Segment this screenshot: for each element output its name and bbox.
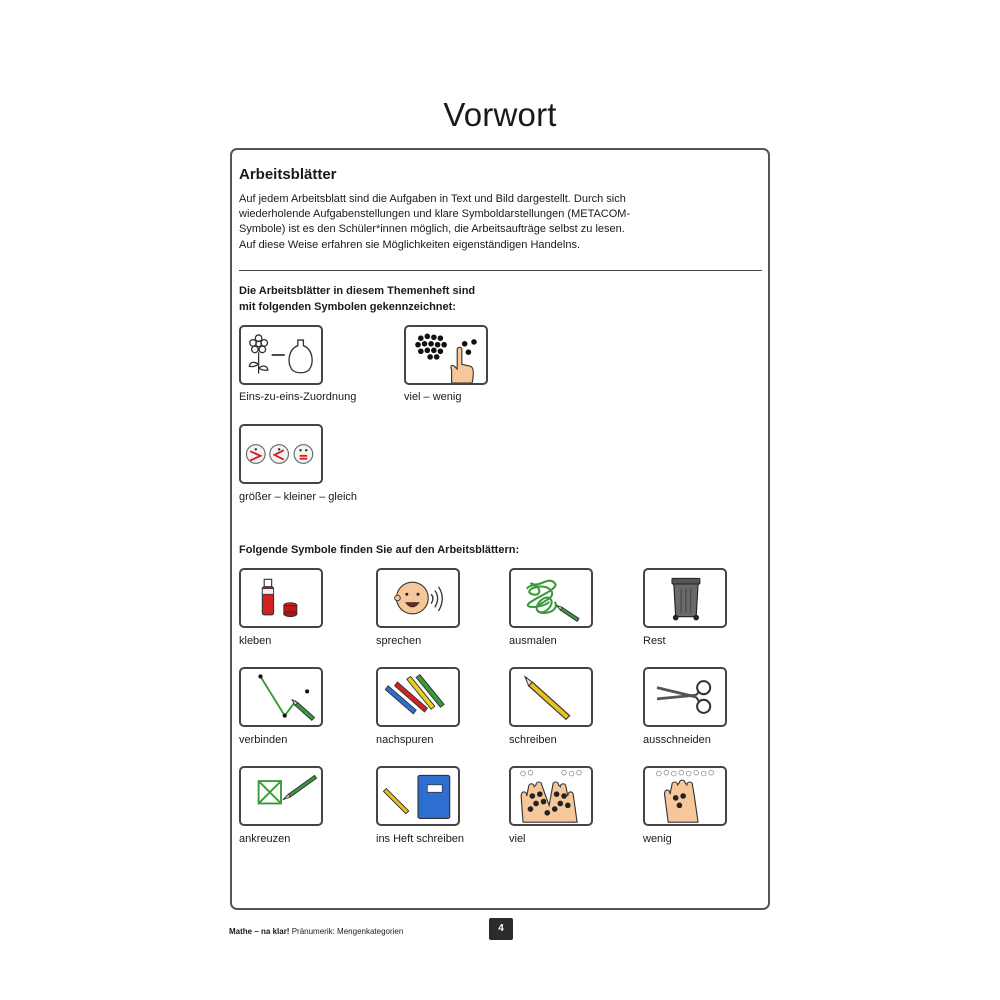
few-in-hand-icon [643, 766, 727, 826]
intro-line: Symbole) ist es den Schüler*innen möglich, die Arbeitsaufträge selbst zu lesen. [239, 223, 625, 236]
symbol-label: Eins-zu-eins-Zuordnung [239, 391, 357, 403]
check-cross-icon [239, 766, 323, 826]
pencil-icon [509, 667, 593, 727]
symbol-label: ausmalen [509, 635, 557, 647]
symbol-label: viel – wenig [404, 391, 462, 403]
intro-paragraph [239, 192, 669, 253]
many-few-dots-icon [404, 325, 488, 385]
symbol-label: kleben [239, 635, 272, 647]
intro-line: wiederholende Aufgabenstellungen und klare Symboldarstellungen (METACOM- [239, 208, 631, 221]
symbol-label: wenig [643, 833, 672, 845]
footer-credit [229, 927, 403, 936]
symbol-label: verbinden [239, 734, 288, 746]
symbol-label: schreiben [509, 734, 557, 746]
trash-bin-icon [643, 568, 727, 628]
symbol-label: ankreuzen [239, 833, 291, 845]
symbol-label: ins Heft schreiben [376, 833, 465, 845]
intro-line: Auf diese Weise erfahren sie Möglichkeiten eigenständigen Handelns. [239, 238, 581, 251]
page-title: Vorwort [443, 96, 557, 133]
notebook-pencil-icon [376, 766, 460, 826]
colored-pencils-icon [376, 667, 460, 727]
footer-subtitle: Pränumerik: Mengenkategorien [291, 927, 404, 936]
intro-line: Auf jedem Arbeitsblatt sind die Aufgaben in Text und Bild dargestellt. Durch sich [239, 193, 626, 205]
symbol-label: größer – kleiner – gleich [239, 491, 358, 503]
worksheet-symbols-heading: Folgende Symbole finden Sie auf den Arbeitsblättern: [239, 544, 520, 556]
connect-dots-icon [239, 667, 323, 727]
compare-faces-icon [239, 424, 323, 484]
symbol-label: Rest [643, 635, 666, 647]
scissors-icon [643, 667, 727, 727]
coloring-scribble-icon [509, 568, 593, 628]
symbol-label: ausschneiden [643, 734, 711, 746]
symbol-label: nachspuren [376, 734, 434, 746]
themed-symbols-heading: Die Arbeitsblätter in diesem Themenheft sind mit folgenden Symbolen gekennzeichnet: [239, 285, 476, 313]
page-number: 4 [489, 918, 513, 940]
section-title: Arbeitsblätter [239, 166, 337, 183]
flower-vase-icon [239, 325, 323, 385]
glue-stick-icon [239, 568, 323, 628]
footer-brand: Mathe – na klar! [229, 927, 290, 936]
many-in-hands-icon [509, 766, 593, 826]
symbol-label: viel [509, 833, 526, 845]
speaking-face-icon [376, 568, 460, 628]
divider [239, 270, 762, 271]
symbol-label: sprechen [376, 635, 422, 647]
